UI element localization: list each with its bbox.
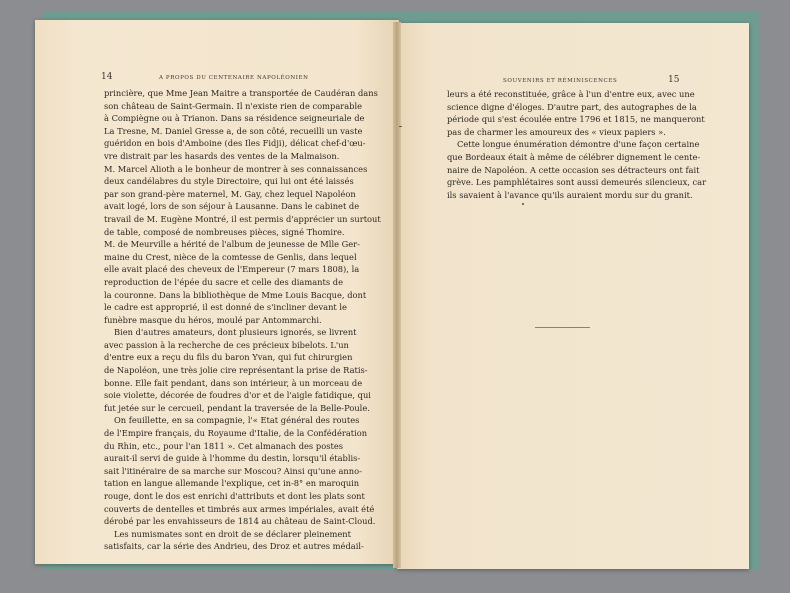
text-line: dérobé par les envahisseurs de 1814 au château de Saint-Cloud. (104, 516, 376, 527)
text-line: deux candélabres du style Directoire, qui lui ont été laissés (104, 176, 354, 187)
text-line: à Compiègne ou à Trianon. Dans sa résidence seigneuriale de (104, 113, 365, 124)
text-line: que Bordeaux était à même de célébrer dignement le cente- (447, 151, 701, 162)
paper-speck (522, 203, 524, 205)
text-line: naire de Napoléon. A cette occasion ses détracteurs ont fait (447, 164, 700, 175)
text-line: On feuillette, en sa compagnie, l'« Etat général des routes (114, 415, 360, 426)
text-line: sait l'itinéraire de sa marche sur Moscou? Ainsi qu'une anno- (104, 465, 362, 476)
text-line: tation en langue allemande l'explique, cet in-8° en maroquin (104, 478, 360, 489)
text-line: La Tresne, M. Daniel Gresse a, de son côté, recueilli un vaste (104, 125, 363, 136)
text-line: vre distrait par les hasards des ventes de la Malmaison. (104, 150, 340, 161)
book-gutter (393, 22, 401, 568)
right-running-head: SOUVENIRS ET RÉMINISCENCES (503, 78, 618, 84)
text-line: Les numismates sont en droit de se déclarer pleinement (114, 528, 351, 539)
text-line: bonne. Elle fait pendant, dans son intérieur, à un morceau de (104, 377, 363, 388)
text-line: pas de charmer les amoureux des « vieux papiers ». (447, 126, 666, 137)
text-line: Bien d'autres amateurs, dont plusieurs ignorés, se livrent (114, 327, 357, 338)
text-line: M. de Meurville a hérité de l'album de jeunesse de Mlle Ger- (104, 239, 360, 250)
left-page-header (101, 74, 339, 86)
left-page-number: 14 (101, 72, 113, 82)
text-line: d'entre eux a reçu du fils du baron Yvan, qui fut chirurgien (104, 352, 353, 363)
text-line: son château de Saint-Germain. Il n'existe rien de comparable (104, 100, 363, 111)
text-line: de Napoléon, une très jolie cire représentant la prise de Ratis- (104, 365, 368, 376)
text-line: funèbre masque du héros, moulé par Antommarchi. (104, 314, 322, 325)
end-rule (535, 327, 590, 328)
left-running-head: A PROPOS DU CENTENAIRE NAPOLÉONIEN (159, 75, 309, 81)
right-page (397, 23, 749, 569)
left-page-text (104, 87, 381, 553)
text-line: guéridon en bois d'Amboine (des Iles Fidji), délicat chef-d'œu- (104, 138, 366, 149)
text-line: science digne d'éloges. D'autre part, des autographes de la (447, 101, 697, 112)
text-line: travail de M. Eugène Montré, il est permis d'apprécier un surtout (104, 213, 381, 224)
text-line: princière, que Mme Jean Maitre a transportée de Caudéran dans (104, 88, 378, 98)
text-line: M. Marcel Alioth a le bonheur de montrer à ses connaissances (104, 163, 368, 174)
paper-speck (399, 126, 402, 127)
text-line: par son grand-père maternel, M. Gay, chez lequel Napoléon (104, 188, 356, 199)
text-line: de l'Empire français, du Royaume d'Italie, de la Confédération (104, 428, 368, 439)
text-line: la couronne. Dans la bibliothèque de Mme Louis Bacque, dont (104, 289, 367, 300)
text-line: le cadre est approprié, il est donné de s'incliner devant le (104, 302, 347, 313)
text-line: elle avait placé des cheveux de l'Empereur (7 mars 1808), la (104, 264, 360, 275)
right-page-number: 15 (668, 75, 680, 85)
text-line: couverts de dentelles et timbrés aux armes impériales, avait été (104, 503, 375, 514)
text-line: période qui s'est écoulée entre 1796 et 1815, ne manqueront (447, 114, 705, 125)
text-line: de table, composé de nombreuses pièces, signé Thomire. (104, 226, 345, 237)
text-line: satisfaits, car la série des Andrieu, des Droz et autres médail- (104, 541, 364, 552)
text-line: soie violette, décorée de foudres d'or et de l'aigle fatidique, qui (104, 390, 371, 401)
text-line: aurait-il servi de guide à l'homme du destin, lorsqu'il établis- (104, 453, 361, 464)
text-line: avait logé, lors de son séjour à Lausanne. Dans le cabinet de (104, 201, 360, 212)
text-line: rouge, dont le dos est enrichi d'attributs et dont les plats sont (104, 491, 365, 501)
text-line: reproduction de l'épée du sacre et celle des diamants de (104, 276, 343, 287)
text-line: avec passion à la recherche de ces précieux bibelots. L'un (104, 339, 349, 350)
text-line: maine du Crest, nièce de la comtesse de Genlis, dans lequel (104, 251, 357, 262)
text-line: du Rhin, etc., pour l'an 1811 ». Cet almanach des postes (104, 440, 343, 451)
text-line: grève. Les pamphlétaires sont aussi demeurés silencieux, car (447, 177, 707, 188)
right-page-text (447, 88, 707, 201)
text-line: ils savaient à l'avance qu'ils auraient mordu sur du granit. (447, 189, 693, 200)
text-line: fut jetée sur le cercueil, pendant la traversée de la Belle-Poule. (104, 402, 370, 413)
left-page (35, 20, 399, 564)
text-line: Cette longue énumération démontre d'une façon certaine (457, 139, 700, 150)
text-line: leurs a été reconstituée, grâce à l'un d'entre eux, avec une (447, 89, 695, 99)
